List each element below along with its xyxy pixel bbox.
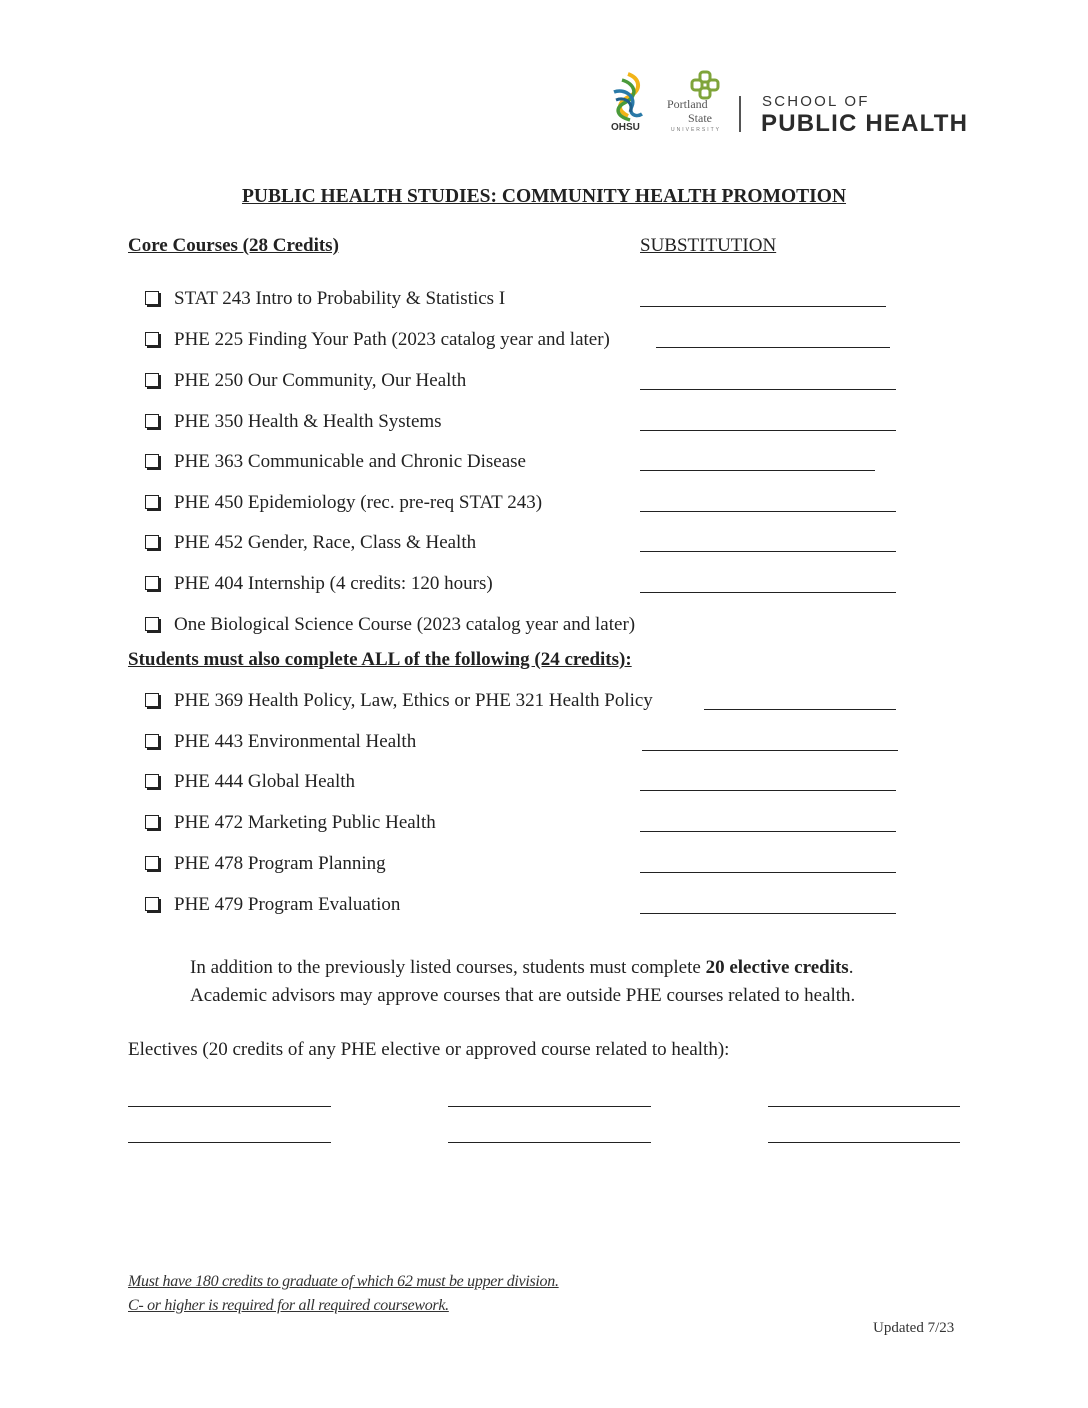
course-label: STAT 243 Intro to Probability & Statistics I: [174, 288, 506, 309]
elective-line[interactable]: [448, 1142, 651, 1143]
course-label: PHE 404 Internship (4 credits: 120 hours): [174, 573, 493, 594]
updated-date: Updated 7/23: [873, 1320, 955, 1336]
psu-name-line2: State: [688, 111, 712, 125]
course-label: PHE 450 Epidemiology (rec. pre-req STAT 243): [174, 492, 543, 513]
logo-divider: [739, 96, 741, 132]
checklist-item[interactable]: [145, 612, 635, 638]
elective-line[interactable]: [768, 1106, 960, 1107]
checkbox-icon[interactable]: [145, 734, 159, 748]
checkbox-icon[interactable]: [145, 774, 159, 788]
checkbox-icon[interactable]: [145, 332, 159, 346]
substitution-line[interactable]: [640, 831, 896, 832]
checklist-item[interactable]: [145, 368, 466, 394]
substitution-line[interactable]: [640, 430, 896, 431]
checkbox-icon[interactable]: [145, 291, 159, 305]
checklist-item[interactable]: [145, 530, 476, 556]
advisor-approval-text: Academic advisors may approve courses that are outside PHE courses related to health.: [190, 985, 856, 1006]
elective-line[interactable]: [768, 1142, 960, 1143]
school-name-line2: PUBLIC HEALTH: [761, 110, 969, 137]
checkbox-icon[interactable]: [145, 815, 159, 829]
grade-requirement-note: C- or higher is required for all required coursework.: [128, 1297, 449, 1314]
checkbox-icon[interactable]: [145, 856, 159, 870]
checkbox-icon[interactable]: [145, 535, 159, 549]
checklist-item[interactable]: [145, 769, 355, 795]
course-label: PHE 369 Health Policy, Law, Ethics or PHE 321 Health Policy: [174, 690, 653, 711]
psu-name-line3: UNIVERSITY: [671, 127, 722, 133]
required-courses-heading: Students must also complete ALL of the following (24 credits):: [128, 649, 632, 670]
elective-line[interactable]: [128, 1106, 331, 1107]
elective-credits-emphasis: 20 elective credits: [705, 957, 849, 978]
substitution-line[interactable]: [642, 750, 898, 751]
substitution-line[interactable]: [640, 913, 896, 914]
page-title: PUBLIC HEALTH STUDIES: COMMUNITY HEALTH PROMOTION: [241, 186, 847, 207]
checklist-item[interactable]: [145, 449, 526, 475]
course-label: PHE 363 Communicable and Chronic Disease: [174, 451, 526, 472]
substitution-line[interactable]: [656, 347, 890, 348]
checkbox-icon[interactable]: [145, 897, 159, 911]
graduation-credit-note: Must have 180 credits to graduate of which 62 must be upper division.: [128, 1273, 559, 1290]
checklist-item[interactable]: [145, 729, 416, 755]
substitution-line[interactable]: [640, 790, 896, 791]
course-label: PHE 452 Gender, Race, Class & Health: [174, 532, 477, 553]
checklist-item[interactable]: [145, 490, 542, 516]
checklist-item[interactable]: [145, 810, 436, 836]
checkbox-icon[interactable]: [145, 693, 159, 707]
checklist-item[interactable]: [145, 409, 442, 435]
checklist-item[interactable]: [145, 851, 386, 877]
substitution-line[interactable]: [640, 551, 896, 552]
ohsu-label: OHSU: [611, 122, 640, 133]
checkbox-icon[interactable]: [145, 576, 159, 590]
elective-requirement-text: In addition to the previously listed courses, students must complete 20 elective credits.: [190, 957, 854, 978]
elective-line[interactable]: [128, 1142, 331, 1143]
course-label: One Biological Science Course (2023 catalog year and later): [174, 614, 636, 635]
school-name-line1: SCHOOL OF: [762, 93, 870, 110]
checklist-item[interactable]: [145, 286, 505, 312]
checkbox-icon[interactable]: [145, 454, 159, 468]
substitution-line[interactable]: [640, 872, 896, 873]
substitution-line[interactable]: [640, 470, 875, 471]
checkbox-icon[interactable]: [145, 373, 159, 387]
checklist-item[interactable]: [145, 688, 653, 714]
course-label: PHE 444 Global Health: [174, 771, 356, 792]
checkbox-icon[interactable]: [145, 414, 159, 428]
course-label: PHE 479 Program Evaluation: [174, 894, 401, 915]
substitution-line[interactable]: [640, 306, 886, 307]
course-label: PHE 250 Our Community, Our Health: [174, 370, 467, 391]
checklist-item[interactable]: [145, 327, 610, 353]
elective-line[interactable]: [448, 1106, 651, 1107]
substitution-heading: SUBSTITUTION: [640, 235, 777, 256]
course-label: PHE 225 Finding Your Path (2023 catalog year and later): [174, 329, 610, 350]
checkbox-icon[interactable]: [145, 495, 159, 509]
core-courses-heading: Core Courses (28 Credits): [128, 235, 339, 256]
substitution-line[interactable]: [640, 511, 896, 512]
course-label: PHE 472 Marketing Public Health: [174, 812, 436, 833]
checkbox-icon[interactable]: [145, 617, 159, 631]
substitution-line[interactable]: [704, 709, 896, 710]
electives-heading: Electives (20 credits of any PHE elective or approved course related to health):: [128, 1039, 730, 1060]
substitution-line[interactable]: [640, 389, 896, 390]
substitution-line[interactable]: [640, 592, 896, 593]
psu-name-line1: Portland: [667, 97, 708, 111]
course-label: PHE 478 Program Planning: [174, 853, 386, 874]
course-label: PHE 443 Environmental Health: [174, 731, 417, 752]
checklist-item[interactable]: [145, 892, 400, 918]
course-label: PHE 350 Health & Health Systems: [174, 411, 442, 432]
checklist-item[interactable]: [145, 571, 493, 597]
